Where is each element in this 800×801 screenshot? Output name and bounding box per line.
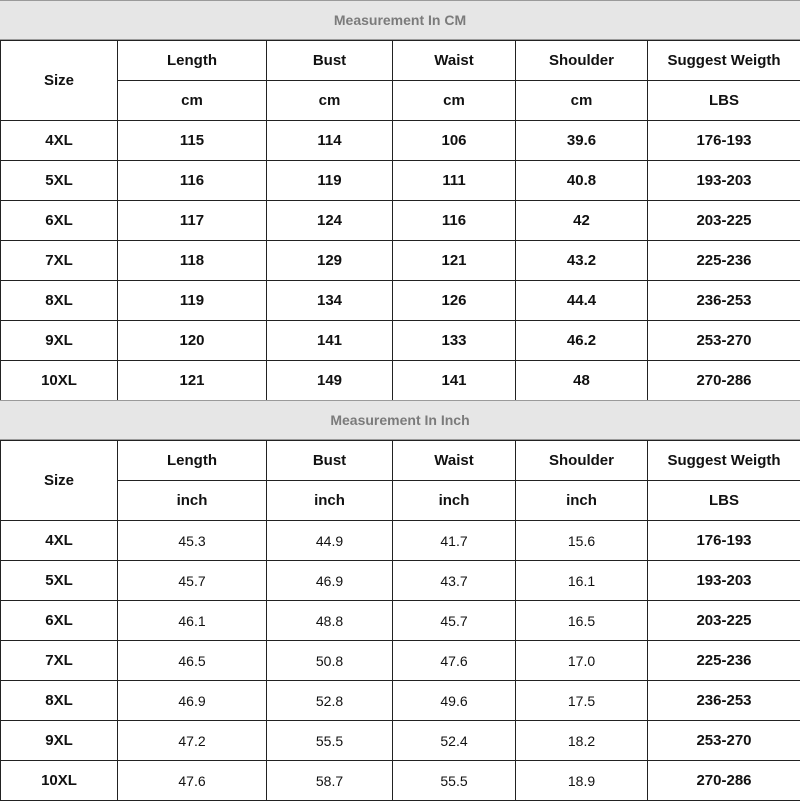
waist-cell: 47.6 bbox=[393, 641, 516, 681]
table-row bbox=[1, 561, 800, 601]
weight-cell: 225-236 bbox=[648, 641, 800, 681]
cm-weight-unit: LBS bbox=[648, 81, 800, 121]
size-cell: 10XL bbox=[1, 361, 118, 401]
waist-cell: 126 bbox=[393, 281, 516, 321]
waist-cell: 55.5 bbox=[393, 761, 516, 801]
shoulder-cell: 48 bbox=[516, 361, 648, 401]
inch-shoulder-unit: inch bbox=[516, 481, 648, 521]
weight-cell: 225-236 bbox=[648, 241, 800, 281]
size-cell: 8XL bbox=[1, 681, 118, 721]
table-row bbox=[1, 241, 800, 281]
bust-cell: 58.7 bbox=[267, 761, 393, 801]
shoulder-cell: 46.2 bbox=[516, 321, 648, 361]
size-cell: 10XL bbox=[1, 761, 118, 801]
table-row bbox=[1, 761, 800, 801]
cm-length-header: Length bbox=[118, 41, 267, 81]
weight-cell: 253-270 bbox=[648, 721, 800, 761]
bust-cell: 114 bbox=[267, 121, 393, 161]
inch-size-header: Size bbox=[1, 441, 118, 521]
bust-cell: 50.8 bbox=[267, 641, 393, 681]
cm-waist-unit: cm bbox=[393, 81, 516, 121]
inch-waist-header: Waist bbox=[393, 441, 516, 481]
table-row bbox=[1, 281, 800, 321]
shoulder-cell: 15.6 bbox=[516, 521, 648, 561]
length-cell: 118 bbox=[118, 241, 267, 281]
weight-cell: 176-193 bbox=[648, 121, 800, 161]
weight-cell: 236-253 bbox=[648, 681, 800, 721]
shoulder-cell: 17.0 bbox=[516, 641, 648, 681]
inch-section-title: Measurement In Inch bbox=[0, 400, 800, 440]
size-cell: 6XL bbox=[1, 601, 118, 641]
shoulder-cell: 42 bbox=[516, 201, 648, 241]
size-cell: 5XL bbox=[1, 161, 118, 201]
cm-waist-header: Waist bbox=[393, 41, 516, 81]
inch-waist-unit: inch bbox=[393, 481, 516, 521]
size-cell: 7XL bbox=[1, 641, 118, 681]
length-cell: 117 bbox=[118, 201, 267, 241]
cm-bust-header: Bust bbox=[267, 41, 393, 81]
size-cell: 4XL bbox=[1, 521, 118, 561]
cm-size-table bbox=[0, 40, 800, 401]
waist-cell: 43.7 bbox=[393, 561, 516, 601]
cm-shoulder-header: Shoulder bbox=[516, 41, 648, 81]
waist-cell: 49.6 bbox=[393, 681, 516, 721]
length-cell: 115 bbox=[118, 121, 267, 161]
shoulder-cell: 18.9 bbox=[516, 761, 648, 801]
cm-section-title: Measurement In CM bbox=[0, 0, 800, 40]
shoulder-cell: 40.8 bbox=[516, 161, 648, 201]
inch-size-table bbox=[0, 440, 800, 801]
length-cell: 116 bbox=[118, 161, 267, 201]
table-row bbox=[1, 121, 800, 161]
inch-shoulder-header: Shoulder bbox=[516, 441, 648, 481]
inch-bust-unit: inch bbox=[267, 481, 393, 521]
shoulder-cell: 39.6 bbox=[516, 121, 648, 161]
size-cell: 8XL bbox=[1, 281, 118, 321]
cm-header-row bbox=[1, 41, 800, 81]
length-cell: 119 bbox=[118, 281, 267, 321]
size-cell: 5XL bbox=[1, 561, 118, 601]
waist-cell: 41.7 bbox=[393, 521, 516, 561]
cm-weight-header: Suggest Weigth bbox=[648, 41, 800, 81]
table-row bbox=[1, 641, 800, 681]
weight-cell: 203-225 bbox=[648, 601, 800, 641]
waist-cell: 111 bbox=[393, 161, 516, 201]
waist-cell: 52.4 bbox=[393, 721, 516, 761]
table-row bbox=[1, 601, 800, 641]
size-cell: 6XL bbox=[1, 201, 118, 241]
bust-cell: 124 bbox=[267, 201, 393, 241]
weight-cell: 270-286 bbox=[648, 761, 800, 801]
cm-shoulder-unit: cm bbox=[516, 81, 648, 121]
table-row bbox=[1, 321, 800, 361]
waist-cell: 116 bbox=[393, 201, 516, 241]
size-cell: 4XL bbox=[1, 121, 118, 161]
bust-cell: 46.9 bbox=[267, 561, 393, 601]
inch-header-row bbox=[1, 441, 800, 481]
bust-cell: 119 bbox=[267, 161, 393, 201]
length-cell: 46.9 bbox=[118, 681, 267, 721]
bust-cell: 52.8 bbox=[267, 681, 393, 721]
length-cell: 45.7 bbox=[118, 561, 267, 601]
cm-bust-unit: cm bbox=[267, 81, 393, 121]
length-cell: 46.5 bbox=[118, 641, 267, 681]
size-cell: 9XL bbox=[1, 321, 118, 361]
weight-cell: 203-225 bbox=[648, 201, 800, 241]
length-cell: 45.3 bbox=[118, 521, 267, 561]
weight-cell: 193-203 bbox=[648, 561, 800, 601]
weight-cell: 270-286 bbox=[648, 361, 800, 401]
inch-weight-header: Suggest Weigth bbox=[648, 441, 800, 481]
inch-unit-row bbox=[1, 481, 800, 521]
inch-length-header: Length bbox=[118, 441, 267, 481]
bust-cell: 48.8 bbox=[267, 601, 393, 641]
waist-cell: 133 bbox=[393, 321, 516, 361]
cm-size-header: Size bbox=[1, 41, 118, 121]
size-cell: 9XL bbox=[1, 721, 118, 761]
length-cell: 46.1 bbox=[118, 601, 267, 641]
cm-unit-row bbox=[1, 81, 800, 121]
table-row bbox=[1, 721, 800, 761]
length-cell: 47.6 bbox=[118, 761, 267, 801]
cm-length-unit: cm bbox=[118, 81, 267, 121]
shoulder-cell: 43.2 bbox=[516, 241, 648, 281]
shoulder-cell: 17.5 bbox=[516, 681, 648, 721]
bust-cell: 134 bbox=[267, 281, 393, 321]
weight-cell: 236-253 bbox=[648, 281, 800, 321]
bust-cell: 44.9 bbox=[267, 521, 393, 561]
size-cell: 7XL bbox=[1, 241, 118, 281]
bust-cell: 141 bbox=[267, 321, 393, 361]
length-cell: 121 bbox=[118, 361, 267, 401]
length-cell: 47.2 bbox=[118, 721, 267, 761]
table-row bbox=[1, 521, 800, 561]
table-row bbox=[1, 681, 800, 721]
inch-length-unit: inch bbox=[118, 481, 267, 521]
shoulder-cell: 18.2 bbox=[516, 721, 648, 761]
bust-cell: 55.5 bbox=[267, 721, 393, 761]
table-row bbox=[1, 201, 800, 241]
shoulder-cell: 16.5 bbox=[516, 601, 648, 641]
inch-bust-header: Bust bbox=[267, 441, 393, 481]
waist-cell: 121 bbox=[393, 241, 516, 281]
weight-cell: 193-203 bbox=[648, 161, 800, 201]
bust-cell: 129 bbox=[267, 241, 393, 281]
length-cell: 120 bbox=[118, 321, 267, 361]
weight-cell: 253-270 bbox=[648, 321, 800, 361]
waist-cell: 45.7 bbox=[393, 601, 516, 641]
table-row bbox=[1, 361, 800, 401]
shoulder-cell: 16.1 bbox=[516, 561, 648, 601]
bust-cell: 149 bbox=[267, 361, 393, 401]
shoulder-cell: 44.4 bbox=[516, 281, 648, 321]
waist-cell: 141 bbox=[393, 361, 516, 401]
waist-cell: 106 bbox=[393, 121, 516, 161]
inch-weight-unit: LBS bbox=[648, 481, 800, 521]
weight-cell: 176-193 bbox=[648, 521, 800, 561]
table-row bbox=[1, 161, 800, 201]
